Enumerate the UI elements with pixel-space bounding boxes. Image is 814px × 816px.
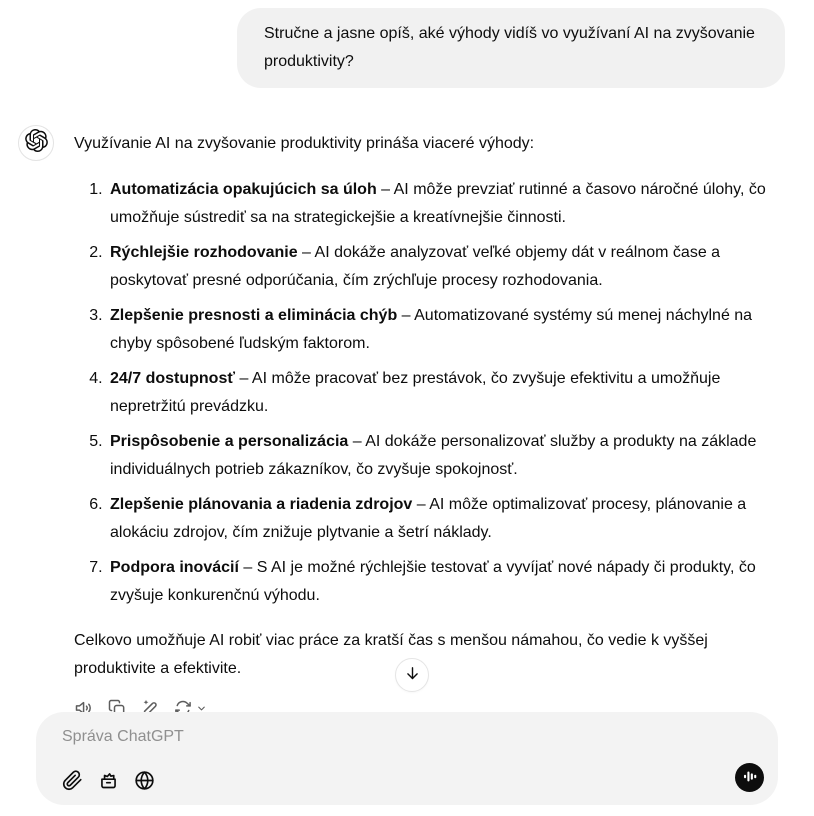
list-item bbox=[107, 428, 784, 484]
list-item-text: – AI môže pracovať bez prestávok, čo zvyšuje efektivitu a umožňuje nepretržitú prevádzku. bbox=[110, 370, 721, 415]
list-item-text: – AI môže prevziať rutinné a časovo náročné úlohy, čo umožňuje sústrediť sa na strategickejšie a kreatívnejšie činnosti. bbox=[110, 181, 766, 226]
globe-icon bbox=[134, 770, 155, 794]
list-item-title: Prispôsobenie a personalizácia bbox=[110, 433, 349, 450]
list-item bbox=[107, 554, 784, 610]
list-item-text: – AI dokáže analyzovať veľké objemy dát v reálnom čase a poskytovať presné odporúčania, čím zrýchľuje procesy rozhodovania. bbox=[110, 244, 721, 289]
list-item bbox=[107, 302, 784, 358]
list-item-text: – AI môže optimalizovať procesy, plánovanie a alokáciu zdrojov, čím znižuje plytvanie a šetrí náklady. bbox=[110, 496, 747, 541]
list-item-text: – Automatizované systémy sú menej náchylné na chyby spôsobené ľudským faktorom. bbox=[110, 307, 753, 352]
list-item-title: Podpora inovácií bbox=[110, 559, 239, 576]
list-item bbox=[107, 176, 784, 232]
web-search-button[interactable] bbox=[134, 770, 155, 794]
list-item bbox=[107, 239, 784, 295]
arrow-down-icon bbox=[404, 665, 421, 685]
list-item-title: Rýchlejšie rozhodovanie bbox=[110, 244, 298, 261]
assistant-intro: Využívanie AI na zvyšovanie produktivity prináša viaceré výhody: bbox=[74, 135, 535, 152]
list-item bbox=[107, 365, 784, 421]
list-item-title: Zlepšenie plánovania a riadenia zdrojov bbox=[110, 496, 413, 513]
user-message-row bbox=[0, 0, 814, 88]
waveform-icon bbox=[741, 768, 758, 788]
scroll-to-bottom-button[interactable] bbox=[395, 658, 429, 692]
toolbox-button[interactable] bbox=[98, 770, 119, 794]
chatgpt-avatar bbox=[18, 125, 54, 161]
composer bbox=[36, 712, 778, 805]
user-message-bubble: Stručne a jasne opíš, aké výhody vidíš vo využívaní AI na zvyšovanie produktivity? bbox=[237, 8, 785, 88]
voice-mode-button[interactable] bbox=[735, 763, 764, 792]
list-item bbox=[107, 491, 784, 547]
assistant-message bbox=[74, 125, 784, 720]
paperclip-icon bbox=[62, 770, 83, 794]
list-item-title: Zlepšenie presnosti a eliminácia chýb bbox=[110, 307, 398, 324]
list-item-title: 24/7 dostupnosť bbox=[110, 370, 236, 387]
assistant-outro: Celkovo umožňuje AI robiť viac práce za kratší čas s menšou námahou, čo vedie k vyššej produktivite a efektivite. bbox=[74, 632, 708, 677]
toolbox-icon bbox=[98, 770, 119, 794]
message-input[interactable] bbox=[62, 728, 762, 746]
list-item-title: Automatizácia opakujúcich sa úloh bbox=[110, 181, 377, 198]
attach-button[interactable] bbox=[62, 770, 83, 794]
list-item-text: – AI dokáže personalizovať služby a produkty na základe individuálnych potrieb zákazníkov, čo zvyšuje spokojnosť. bbox=[110, 433, 757, 478]
composer-toolbar bbox=[62, 770, 155, 794]
benefits-list bbox=[74, 176, 784, 610]
list-item-text: – S AI je možné rýchlejšie testovať a vyvíjať nové nápady či produkty, čo zvyšuje konkurenčnú výhodu. bbox=[110, 559, 756, 604]
openai-logo-icon bbox=[25, 129, 48, 157]
assistant-message-row bbox=[0, 125, 814, 720]
